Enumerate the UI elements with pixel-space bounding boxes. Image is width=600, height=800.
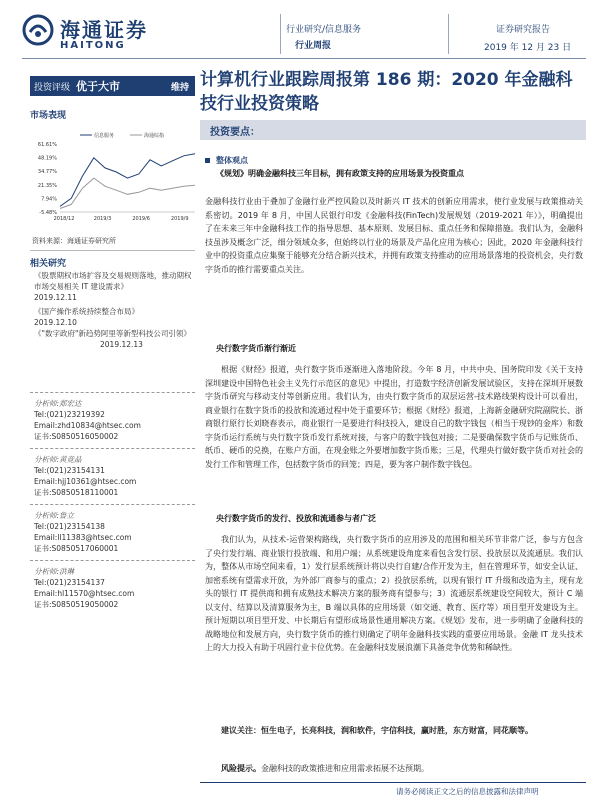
related-item-date: 2019.12.13 [100,340,143,349]
analyst-cert: 证书:S0850519050002 [34,600,119,609]
analyst-tel: Tel:(021)23154138 [34,522,105,531]
footer-rule [200,782,586,783]
y-tick-label: 7.94% [41,196,57,203]
y-tick-label: 34.77% [37,169,57,176]
analyst-card [34,398,141,442]
related-item[interactable] [34,328,194,339]
analyst-name: 分析师:洪琳 [34,567,75,576]
analyst-rule [30,560,195,561]
header-rule [22,58,586,59]
legend-label: 海通综指 [144,133,165,139]
analyst-rule [30,448,195,449]
y-tick-label: 48.19% [37,155,57,162]
y-tick-label: 21.35% [37,182,57,189]
rating-bar [30,76,195,96]
report-date: 2019 年 12 月 23 日 [484,43,572,53]
rating-value: 优于大市 [76,80,121,93]
report-type: 行业周报 [295,41,332,51]
x-tick-label: 2019/6 [132,216,150,222]
header-divider [280,14,281,54]
section-heading: 整体观点 [205,155,248,166]
paragraph-recommend: 建议关注：恒生电子，长亮科技，润和软件，宇信科技，赢时胜，东方财富，同花顺等。 [221,726,533,735]
haitong-logo-icon [22,14,54,46]
analyst-card [34,566,134,610]
y-tick-label: -5.48% [39,210,57,216]
report-title: 计算机行业跟踪周报第 186 期：2020 年金融科技行业投资策略 [200,70,573,114]
paragraph-overview: 金融科技行业由于叠加了金融行业严控风险以及时新兴 IT 技术的创新应用需求，使行业发展与政策推动关系密切。2019 年 8 月，中国人民银行印发《金融科技(FinTech)发展规划（2019-2021 年）》，明确提出了在未来三年中金融科技工作的指导思想、基本原则、发展目标、重点任务和保障措施。我们认为，金融科技虽涉及概念广泛，细分领域众多，但始终以行业的场景及产品化应用为核心；因此，2020 年金融科技行业中的投资重点应集聚于能够充分结合新兴技术，并拥有政策支持推动的应用场景落地的投资机会，央行数字货币的推行需要重点关注。 [205,197,583,274]
sub-heading: 央行数字货币渐行渐近 [216,344,296,353]
analyst-email[interactable]: Email:ll11383@htsec.com [34,533,132,542]
related-title: 相关研究 [30,259,67,269]
rating-label: 投资评级 [34,82,71,93]
report-category: 行业研究/信息服务 [286,25,362,35]
analyst-tel: Tel:(021)23154137 [34,578,105,587]
analyst-email[interactable]: Email:hjj10361@htsec.com [34,477,137,486]
logo-en: HAITONG [60,40,126,51]
y-tick-label: 61.61% [37,142,57,148]
logo-cn: 海通证券 [60,18,148,42]
analyst-email[interactable]: Email:hl11570@htsec.com [34,589,135,598]
related-item-date: 2019.12.11 [34,293,77,302]
paragraph-dcep: 根据《财经》报道，央行数字货币逐渐进入落地阶段。今年 8 月，中共中央、国务院印发《关于支持深圳建设中国特色社会主义先行示范区的意见》中提出，打造数字经济创新发展试验区，支持在深圳开展数字货币研究与移动支付等创新应用。我们认为，由央行数字货币的双层运营-技术路线架构设计可以看出，商业银行在数字货币的投放和流通过程中处于重要环节；根据《财经》报道，上海新金融研究院副院长、浙商银行原行长刘晓春表示，商业银行一是要进行科技投入，建设自己的数字钱包（相当于现钞的金库）和数字货币运行系统与央行数字货币发行系统对接，与客户的数字钱包对接；二是要确保数字货币与记账货币、纸币、硬币的兑换，在账户方面，在现金账之外要增加数字货币账；三是，代理央行做好数字货币对社会的发行工作和管理工作，包括数字货币的回笼；四是，要为客户制作数字钱包。 [205,365,583,469]
bullet-square-icon [205,158,210,163]
header-divider [448,14,449,54]
related-item-date: 2019.12.10 [34,318,77,327]
related-item-title: 《股票期权市场扩容及交易规则落地，推动期权市场交易相关 IT 建设需求》 [34,271,192,291]
analyst-card [34,510,132,554]
analyst-tel: Tel:(021)23219392 [34,410,105,419]
analyst-rule [30,392,195,393]
sidebar-rule [30,250,195,251]
analyst-name: 分析师:鲁立 [34,511,75,520]
analyst-card [34,454,136,498]
report-label: 证券研究报告 [496,25,551,35]
related-item[interactable] [34,270,194,303]
market-title: 市场表现 [30,111,67,121]
analyst-tel: Tel:(021)23154131 [34,466,105,475]
analyst-name: 分析师:郑宏达 [34,399,82,408]
analyst-email[interactable]: Email:zhd10834@htsec.com [34,421,141,430]
analyst-name: 分析师:黄竞晶 [34,455,82,464]
footer-disclaimer[interactable]: 请务必阅读正文之后的信息披露和法律声明 [396,787,539,796]
related-item[interactable] [34,306,194,328]
related-item-title: 《"数字政府"新趋势阿里等新型科技公司引领》 [34,329,191,338]
analyst-cert: 证书:S0850518110001 [34,488,119,497]
rating-status: 维持 [170,82,189,93]
x-tick-label: 2019/3 [93,216,112,222]
legend-label: 信息服务 [94,133,115,139]
sub-heading: 央行数字货币的发行、投放和流通参与者广泛 [216,514,376,523]
analyst-cert: 证书:S0850516050002 [34,432,119,441]
series-line-1 [60,154,195,207]
market-chart [30,130,200,230]
x-tick-label: 2018/12 [53,216,75,222]
related-item-title: 《国产操作系统持续整合布局》 [34,307,139,316]
analyst-rule [30,504,195,505]
series-line-2 [60,178,195,208]
paragraph-risk: 风险提示。金融科技的政策推进和应用需求拓展不达预期。 [221,764,429,773]
chart-source: 资料来源：海通证券研究所 [32,237,116,245]
sub-heading: 《规划》明确金融科技三年目标，拥有政策支持的应用场景为投资重点 [216,169,464,178]
paragraph-participants: 我们认为，从技术-运营架构路线，央行数字货币的应用涉及的范围和相关环节非常广泛，参与方包含了央行发行端、商业银行投放端、和用户端；从系统建设角度来看包含发行层、投放层以及流通层。我们认为，整体从市场空间来看，1）发行层系统预计将以央行自建/合作开发为主，但在管理环节，如安全认证、加密系统有望需求开放，为外部厂商参与的重点；2）投放层系统，以现有银行 IT 升级和改造为主，现有龙头的银行 IT 提供商和拥有成熟技术解决方案的服务商有望参与；3）流通层系统建设空间较大，预计 C 端以支付、结算以及清算服务为主，B 端以具体的应用场景（如交通、教育、医疗等）项目型开发建设为主。预计短期以项目型开发、中长期后有望形成场景性通用解决方案。《规划》发布，进一步明确了金融科技的战略地位和发展方向，央行数字货币的推行则确定了明年金融科技实践的重要应用场景。金融 IT 龙头技术上的大力投入有助于巩固行业卡位优势。在金融科技发展浪潮下具备竞争优势和稀缺性。 [205,535,583,652]
analyst-cert: 证书:S0850517060001 [34,544,119,553]
x-tick-label: 2019/9 [170,216,189,222]
key-points-label: 投资要点： [210,127,260,138]
